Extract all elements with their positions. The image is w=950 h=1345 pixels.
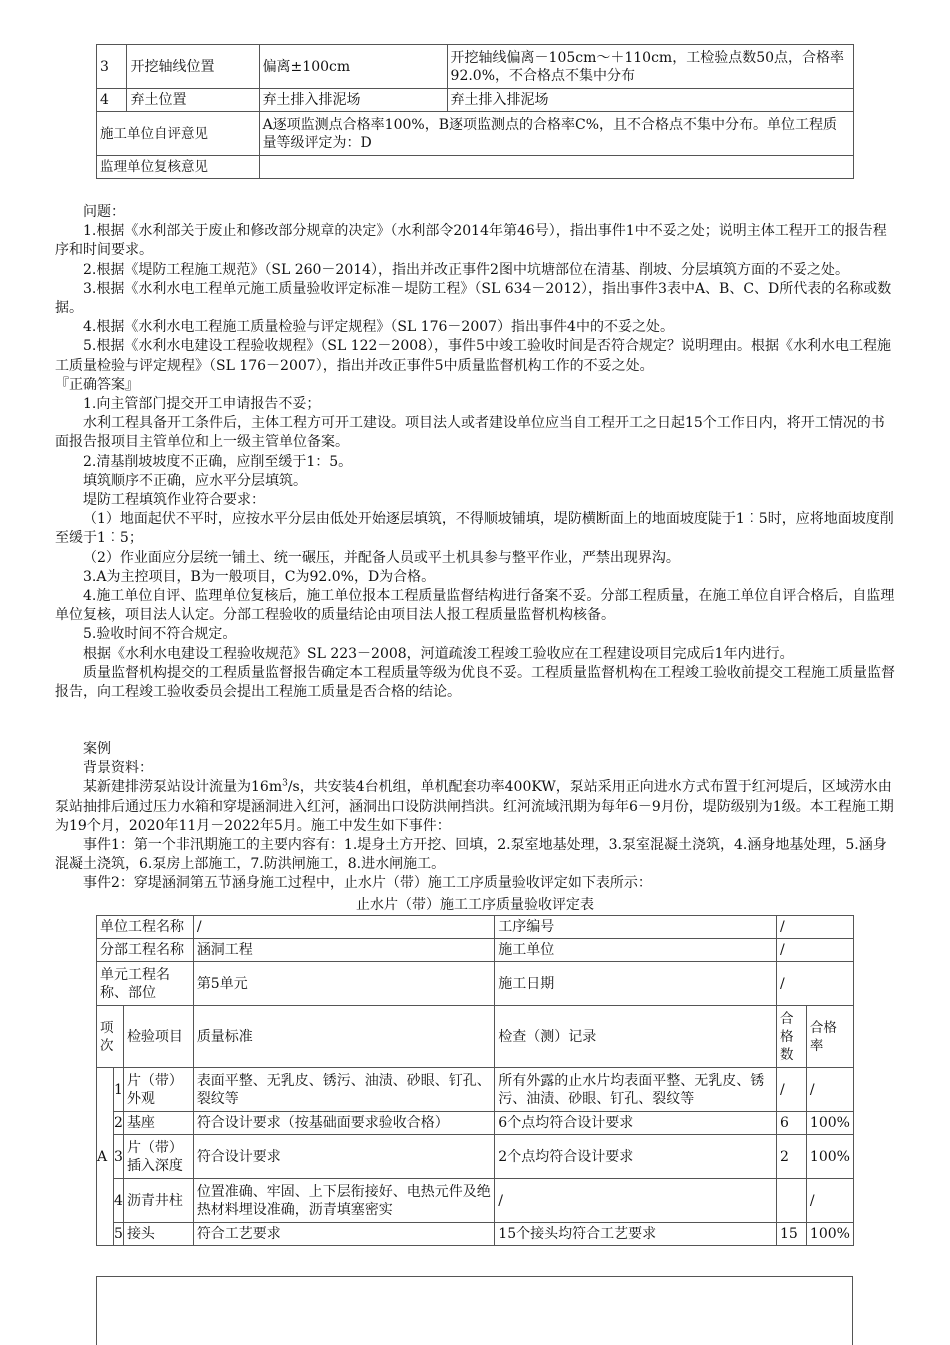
header-seq: 项次 [97, 1006, 124, 1068]
header-item: 检验项目 [123, 1006, 193, 1068]
check-item: 开挖轴线位置 [127, 45, 259, 89]
answer-para: 1.向主管部门提交开工申请报告不妥； [83, 396, 321, 413]
qualified-count: 6 [776, 1112, 806, 1135]
check-item: 片（带）外观 [123, 1068, 193, 1112]
sub-project-label: 分部工程名称 [97, 939, 194, 962]
qualified-count: / [776, 1068, 806, 1112]
question-item: 4.根据《水利水电工程施工质量检验与评定规程》（SL 176－2007）指出事件4中的不妥之处。 [83, 319, 674, 336]
row-number: 1 [113, 1068, 123, 1112]
check-item: 片（带）插入深度 [123, 1135, 193, 1179]
qualified-count: 15 [776, 1223, 806, 1246]
quality-standard: 偏离±100cm [259, 45, 447, 89]
background-text: 某新建排涝泵站设计流量为$16m^3/s$，共安装4台机组，单机配套功率400KW，泵站采用正向进水方式布置于红河堤后，区域涝水由泵站抽排后通过压力水箱和穿堤涵洞进入红河，涵洞出口设防洪闸挡洪。红河流域汛期为每年6－9月份，堤防级别为1级。本工程施工期为19个月，2020年11月－2022年5月。施工中发生如下事件： [55, 778, 894, 834]
questions-heading: 问题： [83, 204, 125, 220]
case-heading: 案例 [83, 741, 111, 757]
quality-standard: 符合设计要求（按基础面要求验收合格） [193, 1112, 494, 1135]
group-label: A [97, 1068, 114, 1246]
qualified-count: 2 [776, 1135, 806, 1179]
quality-standard: 表面平整、无乳皮、锈污、油渍、砂眼、钉孔、裂纹等 [193, 1068, 494, 1112]
background-label: 背景资料： [83, 760, 153, 777]
check-item: 弃土位置 [127, 89, 259, 112]
pass-rate: / [806, 1068, 853, 1112]
header-pass-rate: 合格率 [806, 1006, 853, 1068]
check-record: / [495, 1179, 777, 1223]
top-eval-table [96, 44, 854, 179]
check-record: 6个点均符合设计要求 [495, 1112, 777, 1135]
question-item: 2.根据《堤防工程施工规范》（SL 260－2014），指出并改正事件2图中坑塘部位在清基、削坡、分层填筑方面的不妥之处。 [83, 261, 849, 278]
event-1: 事件1：第一个非汛期施工的主要内容有：1.堤身土方开挖、回填，2.泵室地基处理，3.泵室混凝土浇筑，4.涵身地基处理，5.涵身混凝土浇筑，6.泵房上部施工，7.防洪闸施工，8.进水闸施工。 [55, 837, 887, 873]
process-eval-table [96, 915, 854, 1246]
answer-para: （1）地面起伏不平时，应按水平分层由低处开始逐层填筑，不得顺坡铺填，堤防横断面上的地面坡度陡于1︰5时，应将地面坡度削至缓于1︰5； [55, 511, 894, 547]
answers-heading: 『正确答案』 [55, 376, 139, 393]
row-number: 2 [113, 1112, 123, 1135]
question-item: 5.根据《水利水电建设工程验收规程》（SL 122－2008），事件5中竣工验收时间是否符合规定？说明理由。根据《水利水电工程施工质量检验与评定规程》（SL 176－2007），指出并改正事件5中质量监督机构工作的不妥之处。 [55, 338, 891, 374]
pass-rate: 100% [806, 1223, 853, 1246]
quality-standard: 弃土排入排泥场 [259, 89, 447, 112]
process-no-value: / [776, 916, 853, 939]
header-record: 检查（测）记录 [495, 1006, 777, 1068]
element-label: 单元工程名称、部位 [97, 962, 194, 1006]
quality-standard: 符合工艺要求 [193, 1223, 494, 1246]
check-item: 接头 [123, 1223, 193, 1246]
element-value: 第5单元 [193, 962, 494, 1006]
answer-para: 质量监督机构提交的工程质量监督报告确定本工程质量等级为优良不妥。工程质量监督机构在工程竣工验收前提交工程施工质量监督报告，向工程竣工验收委员会提出工程施工质量是否合格的结论。 [55, 664, 895, 701]
row-number: 4 [113, 1179, 123, 1223]
answer-para: 根据《水利水电建设工程验收规范》SL 223－2008，河道疏浚工程竣工验收应在工程建设项目完成后1年内进行。 [83, 645, 794, 662]
pass-rate: 100% [806, 1135, 853, 1179]
page-bottom-box [96, 1276, 853, 1345]
answer-para: 5.验收时间不符合规定。 [83, 626, 237, 643]
contractor-label: 施工单位 [495, 939, 777, 962]
check-item: 沥青井柱 [123, 1179, 193, 1223]
pass-rate: / [806, 1179, 853, 1223]
row-number: 4 [97, 89, 127, 112]
answer-para: 堤防工程填筑作业符合要求： [83, 492, 265, 509]
quality-standard: 位置准确、牢固、上下层衔接好、电热元件及绝热材料埋设准确，沥青填塞密实 [193, 1179, 494, 1223]
case-section [55, 740, 895, 894]
self-eval-label: 施工单位自评意见 [97, 112, 260, 156]
question-item: 1.根据《水利部关于废止和修改部分规章的决定》（水利部令2014年第46号），指出事件1中不妥之处；说明主体工程开工的报告程序和时间要求。 [55, 223, 887, 259]
event-2: 事件2：穿堤涵洞第五节涵身施工过程中，止水片（带）施工工序质量验收评定如下表所示： [83, 875, 652, 892]
questions-section [55, 203, 895, 702]
bottom-table-title: 止水片（带）施工工序质量验收评定表 [356, 897, 594, 913]
answer-para: 水利工程具备开工条件后，主体工程方可开工建设。项目法人或者建设单位应当自工程开工之日起15个工作日内，将开工情况的书面报告报项目主管单位和上一级主管单位备案。 [55, 415, 885, 451]
check-item: 基座 [123, 1112, 193, 1135]
review-text [259, 156, 853, 179]
date-value: / [776, 962, 853, 1006]
process-no-label: 工序编号 [495, 916, 777, 939]
quality-standard: 符合设计要求 [193, 1135, 494, 1179]
header-standard: 质量标准 [193, 1006, 494, 1068]
sub-project-value: 涵洞工程 [193, 939, 494, 962]
check-record: 2个点均符合设计要求 [495, 1135, 777, 1179]
unit-project-label: 单位工程名称 [97, 916, 194, 939]
header-qualified-count: 合格数 [776, 1006, 806, 1068]
check-record: 所有外露的止水片均表面平整、无乳皮、锈污、油渍、砂眼、钉孔、裂纹等 [495, 1068, 777, 1112]
answer-para: 3.A为主控项目，B为一般项目，C为92.0%，D为合格。 [83, 568, 436, 585]
date-label: 施工日期 [495, 962, 777, 1006]
answer-para: 2.清基削坡坡度不正确，应削至缓于1：5。 [83, 453, 353, 470]
unit-project-value: / [193, 916, 494, 939]
answer-para: 4.施工单位自评、监理单位复核后，施工单位报本工程质量监督结构进行备案不妥。分部工程质量，在施工单位自评合格后，自监理单位复核，项目法人认定。分部工程验收的质量结论由项目法人报工程质量监督机构核备。 [55, 588, 895, 624]
check-record: 开挖轴线偏离－105cm～＋110cm，工检验点数50点，合格率92.0%，不合格点不集中分布 [447, 45, 853, 89]
row-number: 3 [97, 45, 127, 89]
check-record: 弃土排入排泥场 [447, 89, 853, 112]
contractor-value: / [776, 939, 853, 962]
question-item: 3.根据《水利水电工程单元施工质量验收评定标准－堤防工程》（SL 634－2012），指出事件3表中A、B、C、D所代表的名称或数据。 [55, 280, 892, 317]
row-number: 5 [113, 1223, 123, 1246]
row-number: 3 [113, 1135, 123, 1179]
pass-rate: 100% [806, 1112, 853, 1135]
check-record: 15个接头均符合工艺要求 [495, 1223, 777, 1246]
review-label: 监理单位复核意见 [97, 156, 260, 179]
answer-para: 填筑顺序不正确，应水平分层填筑。 [83, 472, 307, 489]
self-eval-text: A逐项监测点合格率100%，B逐项监测点的合格率C%，且不合格点不集中分布。单位工程质量等级评定为：D [259, 112, 853, 156]
qualified-count [776, 1179, 806, 1223]
answer-para: （2）作业面应分层统一铺土、统一碾压，并配备人员或平土机具参与整平作业，严禁出现界沟。 [83, 549, 680, 566]
